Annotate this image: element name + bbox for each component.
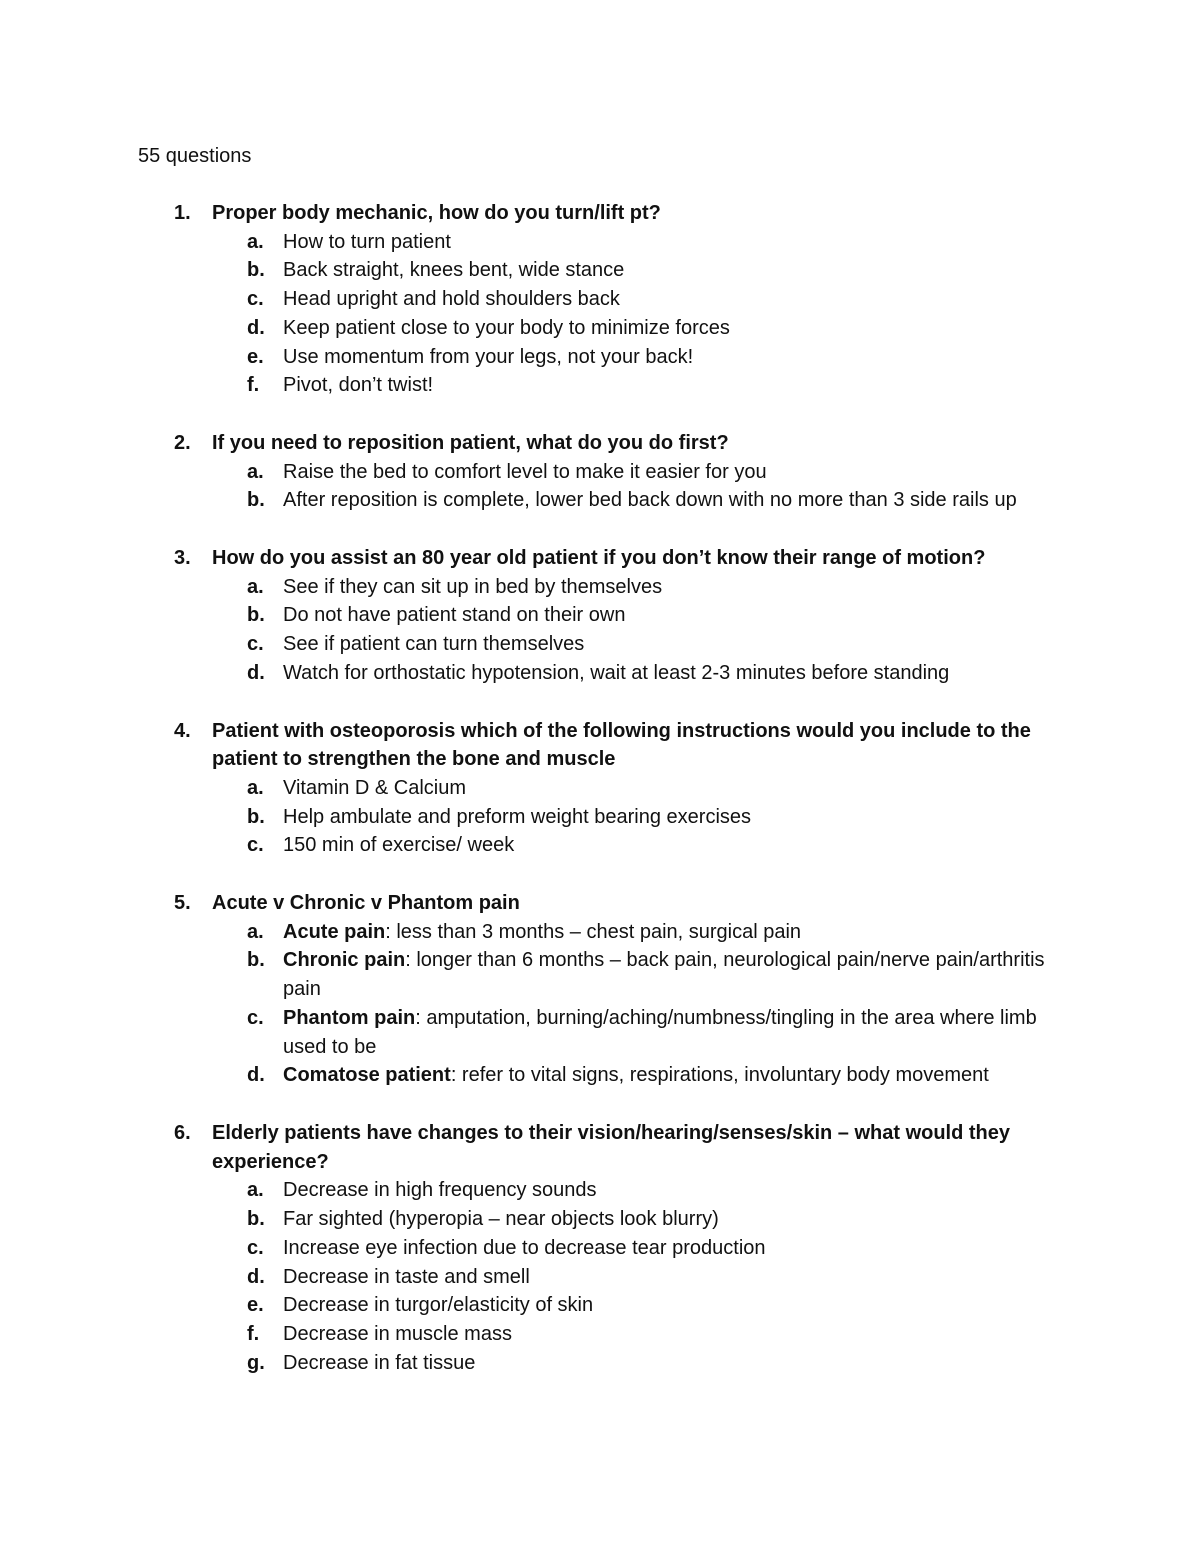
document-heading: 55 questions <box>138 145 252 167</box>
answer-text-line <box>283 601 1073 630</box>
answer-list <box>0 918 1200 1090</box>
answer-text: 150 min of exercise/ week <box>283 834 515 857</box>
answer-text: Decrease in turgor/elasticity of skin <box>283 1294 594 1317</box>
answer-letter: b. <box>247 805 265 828</box>
answer-item <box>0 1291 1200 1320</box>
answer-text-line <box>283 458 1073 487</box>
answer-text: See if they can sit up in bed by themselves <box>283 575 663 598</box>
question-item <box>0 429 1200 515</box>
answer-letter: f. <box>247 1322 260 1345</box>
question-number: 3. <box>174 547 191 570</box>
answer-text: Pivot, don’t twist! <box>283 374 434 397</box>
answer-text: Back straight, knees bent, wide stance <box>283 259 625 282</box>
answer-item <box>0 1061 1200 1090</box>
answer-letter: c. <box>247 633 264 656</box>
answer-text-line <box>283 285 1073 314</box>
answer-letter: b. <box>247 604 265 627</box>
answer-text: Raise the bed to comfort level to make it easier for you <box>283 460 767 483</box>
answer-text-line <box>283 1320 1073 1349</box>
answer-letter: a. <box>247 575 264 598</box>
answer-item <box>0 1205 1200 1234</box>
answer-item <box>0 601 1200 630</box>
question-text: How do you assist an 80 year old patient if you don’t know their range of motion? <box>212 547 986 570</box>
answer-item <box>0 573 1200 602</box>
answer-letter: g. <box>247 1351 265 1374</box>
answer-item <box>0 1320 1200 1349</box>
answer-text-line <box>283 1004 1073 1061</box>
answer-text-line <box>283 774 1073 803</box>
question-number: 5. <box>174 892 191 915</box>
question-number: 4. <box>174 719 191 742</box>
question-number: 1. <box>174 202 191 224</box>
answer-item <box>0 803 1200 832</box>
answer-letter: d. <box>247 316 265 339</box>
answer-item <box>0 1349 1200 1378</box>
answer-list <box>0 1176 1200 1377</box>
answer-letter: d. <box>247 1265 265 1288</box>
answer-text-line <box>283 803 1073 832</box>
answer-text: : amputation, burning/aching/numbness/tingling in the area where limb used to be <box>283 1006 1037 1058</box>
answer-text: : longer than 6 months – back pain, neurological pain/nerve pain/arthritis pain <box>283 949 1045 1001</box>
answer-item <box>0 831 1200 860</box>
answer-letter: a. <box>247 1179 264 1202</box>
answer-text-line <box>283 918 1073 947</box>
answer-text-line <box>283 343 1073 372</box>
answer-text: Vitamin D & Calcium <box>283 776 467 799</box>
answer-text-line <box>283 314 1073 343</box>
answer-item <box>0 1004 1200 1061</box>
answer-text-line <box>283 946 1073 1003</box>
answer-text: Decrease in high frequency sounds <box>283 1179 597 1202</box>
question-item <box>0 889 1200 1090</box>
answer-text-line <box>283 630 1073 659</box>
answer-text-line <box>283 1349 1073 1378</box>
answer-text: Use momentum from your legs, not your back! <box>283 345 694 368</box>
answer-text: : less than 3 months – chest pain, surgical pain <box>385 920 802 943</box>
answer-letter: b. <box>247 949 265 972</box>
question-item <box>0 544 1200 688</box>
answer-item <box>0 285 1200 314</box>
answer-letter: e. <box>247 1294 264 1317</box>
answer-item <box>0 458 1200 487</box>
answer-term: Chronic pain <box>283 949 406 972</box>
answer-text: Far sighted (hyperopia – near objects look blurry) <box>283 1208 719 1231</box>
answer-letter: d. <box>247 661 265 684</box>
answer-item <box>0 228 1200 257</box>
answer-item <box>0 1263 1200 1292</box>
answer-text: Decrease in fat tissue <box>283 1351 476 1374</box>
answer-item <box>0 343 1200 372</box>
answer-text: Keep patient close to your body to minimize forces <box>283 316 730 339</box>
answer-text-line <box>283 831 1073 860</box>
question-number: 6. <box>174 1121 191 1144</box>
answer-item <box>0 486 1200 515</box>
answer-text: Decrease in muscle mass <box>283 1322 512 1345</box>
answer-text-line <box>283 659 1073 688</box>
question-text: Patient with osteoporosis which of the following instructions would you include to the patient to strengthen the bone and muscle <box>212 719 1031 771</box>
question-text: Elderly patients have changes to their vision/hearing/senses/skin – what would they experience? <box>212 1121 1011 1173</box>
question-number: 2. <box>174 431 191 454</box>
answer-item <box>0 371 1200 400</box>
answer-letter: f. <box>247 374 260 397</box>
answer-letter: a. <box>247 920 264 943</box>
answer-item <box>0 314 1200 343</box>
answer-text-line <box>283 573 1073 602</box>
answer-letter: a. <box>247 460 264 483</box>
answer-list <box>0 458 1200 515</box>
answer-text: Decrease in taste and smell <box>283 1265 530 1288</box>
answer-item <box>0 918 1200 947</box>
answer-letter: c. <box>247 834 264 857</box>
answer-letter: c. <box>247 1236 264 1259</box>
answer-text-line <box>283 228 1073 257</box>
answer-text-line <box>283 1176 1073 1205</box>
answer-letter: b. <box>247 259 265 282</box>
answer-term: Phantom pain <box>283 1006 416 1029</box>
answer-term: Comatose patient <box>283 1064 451 1087</box>
answer-text: See if patient can turn themselves <box>283 633 585 656</box>
answer-term: Acute pain <box>283 920 386 943</box>
answer-list <box>0 228 1200 400</box>
question-text: Proper body mechanic, how do you turn/lift pt? <box>212 202 661 224</box>
answer-text: After reposition is complete, lower bed back down with no more than 3 side rails up <box>283 489 1017 512</box>
question-item <box>0 1119 1200 1377</box>
answer-letter: a. <box>247 230 264 253</box>
question-item <box>0 199 1200 400</box>
answer-letter: e. <box>247 345 264 368</box>
answer-text: Help ambulate and preform weight bearing exercises <box>283 805 752 828</box>
answer-text: Do not have patient stand on their own <box>283 604 626 627</box>
answer-text: Watch for orthostatic hypotension, wait at least 2-3 minutes before standing <box>283 661 950 684</box>
question-list <box>0 199 1200 1406</box>
answer-text-line <box>283 256 1073 285</box>
answer-letter: c. <box>247 1006 264 1029</box>
answer-text-line <box>283 371 1073 400</box>
answer-letter: a. <box>247 776 264 799</box>
answer-text: : refer to vital signs, respirations, involuntary body movement <box>450 1064 989 1087</box>
answer-letter: b. <box>247 1208 265 1231</box>
answer-item <box>0 659 1200 688</box>
answer-item <box>0 946 1200 1003</box>
answer-list <box>0 774 1200 860</box>
answer-text: Increase eye infection due to decrease tear production <box>283 1236 766 1259</box>
answer-item <box>0 630 1200 659</box>
answer-text-line <box>283 1205 1073 1234</box>
answer-text-line <box>283 1061 1073 1090</box>
answer-text-line <box>283 1263 1073 1292</box>
answer-letter: d. <box>247 1064 265 1087</box>
answer-letter: b. <box>247 489 265 512</box>
answer-letter: c. <box>247 288 264 311</box>
answer-text-line <box>283 1291 1073 1320</box>
answer-text-line <box>283 1234 1073 1263</box>
question-item <box>0 717 1200 861</box>
answer-text: Head upright and hold shoulders back <box>283 288 620 311</box>
question-text: Acute v Chronic v Phantom pain <box>212 892 520 915</box>
answer-item <box>0 1234 1200 1263</box>
answer-item <box>0 1176 1200 1205</box>
answer-list <box>0 573 1200 688</box>
answer-item <box>0 256 1200 285</box>
answer-text: How to turn patient <box>283 230 451 253</box>
question-text: If you need to reposition patient, what do you do first? <box>212 431 729 454</box>
answer-text-line <box>283 486 1073 515</box>
answer-item <box>0 774 1200 803</box>
